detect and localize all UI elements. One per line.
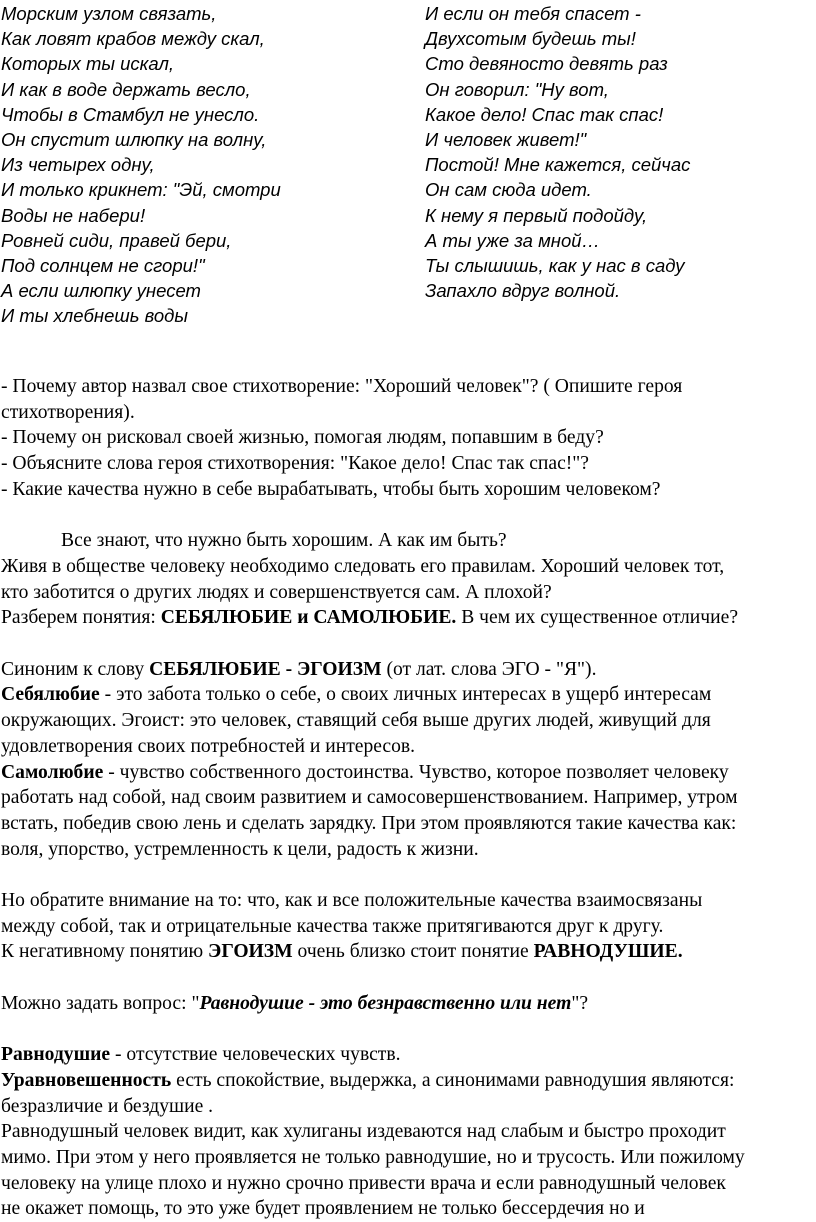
poem-left-column (1, 1, 281, 329)
intro-text: Разберем понятия: (1, 607, 161, 629)
question-4: - Какие качества нужно в себе вырабатывать, чтобы быть хорошим человеком? (1, 478, 661, 500)
intro-line-1: Все знают, что нужно быть хорошим. А как им быть? (61, 530, 507, 552)
poem-line: И как в воде держать весло, (1, 78, 251, 100)
selfishness-line-2: окружающих. Эгоист: это человек, ставящий себя выше других людей, живущий для (1, 710, 711, 732)
question-emphasis: Равнодушие - это безнравственно или нет (199, 992, 572, 1014)
poem-line: Из четырех одну, (1, 154, 155, 176)
poem-line: К нему я первый подойду, (425, 204, 648, 226)
spacer (1, 862, 816, 888)
poem-line: И человек живет!" (425, 129, 587, 151)
attention-line-1: Но обратите внимание на то: что, как и все положительные качества взаимосвязаны (1, 890, 703, 912)
selfishness-line-1 (1, 682, 816, 708)
selfesteem-line-2: работать над собой, над своим развитием и самосовершенствованием. Например, утром (1, 787, 738, 809)
attention-line-3 (1, 939, 816, 965)
question-1-line-1: - Почему автор назвал свое стихотворение: "Хороший человек"? ( Опишите героя (1, 376, 683, 397)
selfishness-line-3: удовлетворения своих потребностей и интересов. (1, 735, 416, 757)
indifference-term-caps: РАВНОДУШИЕ. (533, 941, 683, 963)
poem-line: Под солнцем не сгори!" (1, 255, 205, 277)
example-line-1: Равнодушный человек видит, как хулиганы издеваются над слабым и быстро проходит (1, 1121, 726, 1143)
concepts-term: СЕБЯЛЮБИЕ и САМОЛЮБИЕ. (160, 607, 457, 629)
poem-line: Он говорил: "Ну вот, (425, 78, 609, 100)
poem-line: Ровней сиди, правей бери, (1, 229, 232, 251)
question-2: - Почему он рисковал своей жизнью, помогая людям, попавшим в беду? (1, 427, 604, 449)
poem-line: Он сам сюда идет. (425, 179, 592, 201)
document-body (1, 374, 816, 1222)
attention-line-2: между собой, так и отрицательные качества также притягиваются друг к другу. (1, 915, 664, 937)
synonym-line (1, 657, 816, 683)
example-line-2: мимо. При этом у него проявляется не только равнодушие, но и трусость. Или пожилому (1, 1147, 745, 1169)
intro-question: В чем их существенное отличие? (456, 607, 739, 629)
selfesteem-term: Самолюбие (1, 761, 104, 783)
question-end: "? (571, 992, 589, 1014)
poem-line: Он спустит шлюпку на волну, (1, 129, 267, 151)
spacer (1, 965, 816, 991)
indifference-term: Равнодушие (1, 1044, 111, 1066)
poem (0, 0, 816, 330)
intro-line-4 (1, 605, 816, 631)
question-3: - Объясните слова героя стихотворения: "Какое дело! Спас так спас!"? (1, 453, 590, 475)
poem-line: Воды не набери! (1, 204, 146, 226)
synonym-term: СЕБЯЛЮБИЕ - ЭГОИЗМ (149, 658, 382, 680)
poem-line: Морским узлом связать, (1, 3, 217, 24)
spacer (1, 503, 816, 529)
poem-line: И только крикнет: "Эй, смотри (1, 179, 281, 201)
poem-line: Запахло вдруг волной. (425, 280, 621, 302)
poem-line: Какое дело! Спас так спас! (425, 103, 664, 125)
poem-line: Ты слышишь, как у нас в саду (425, 255, 685, 277)
synonym-origin: (от лат. слова ЭГО - "Я"). (381, 658, 597, 680)
selfesteem-text: - чувство собственного достоинства. Чувство, которое позволяет человеку (103, 761, 729, 783)
synonym-text: Синоним к слову (1, 658, 150, 680)
poem-line: Чтобы в Стамбул не унесло. (1, 103, 260, 125)
selfesteem-line-4: воля, упорство, устремленность к цели, радость к жизни. (1, 838, 479, 860)
spacer (1, 631, 816, 657)
intro-line-2: Живя в обществе человеку необходимо следовать его правилам. Хороший человек тот, (1, 555, 725, 577)
selfishness-text: - это забота только о себе, о своих личных интересах в ущерб интересам (99, 684, 712, 706)
selfesteem-line-1 (1, 760, 816, 786)
poem-line: Сто девяносто девять раз (425, 53, 668, 75)
poem-line: Постой! Мне кажется, сейчас (425, 154, 691, 176)
indifference-line (1, 1042, 816, 1068)
selfesteem-line-3: встать, победив свою лень и сделать зарядку. При этом проявляются такие качества как: (1, 812, 737, 834)
poem-line: И ты хлебнешь воды (1, 305, 188, 327)
poem-line: Как ловят крабов между скал, (1, 28, 265, 50)
poem-line: И если он тебя спасет - (425, 3, 641, 24)
example-line-3: человеку на улице плохо и нужно срочно привести врача и если равнодушный человек (1, 1172, 726, 1194)
question-block (1, 991, 816, 1017)
example-line-4: не окажет помощь, то это уже будет проявлением не только бессердечия но и (1, 1198, 645, 1220)
question-1-line-2: стихотворения). (1, 401, 135, 423)
question-lead: Можно задать вопрос: " (1, 992, 200, 1014)
equanimity-text: есть спокойствие, выдержка, а синонимами равнодушия являются: (171, 1069, 735, 1091)
poem-line: А если шлюпку унесет (1, 280, 201, 302)
attention-mid: очень близко стоит понятие (292, 941, 534, 963)
indifference-def: - отсутствие человеческих чувств. (110, 1044, 401, 1066)
poem-line: Двухсотым будешь ты! (425, 28, 636, 50)
intro-line-3: кто заботится о других людях и совершенствуется сам. А плохой? (1, 581, 552, 603)
poem-line: А ты уже за мной… (425, 229, 601, 251)
poem-right-column (425, 1, 690, 303)
egoism-term: ЭГОИЗМ (208, 941, 293, 963)
poem-line: Которых ты искал, (1, 53, 175, 75)
equanimity-line-1 (1, 1068, 816, 1094)
equanimity-line-2: безразличие и бездушие . (1, 1095, 214, 1117)
attention-text: К негативному понятию (1, 941, 209, 963)
selfishness-term: Себялюбие (1, 684, 100, 706)
spacer (1, 1017, 816, 1043)
equanimity-term: Уравновешенность (1, 1069, 172, 1091)
